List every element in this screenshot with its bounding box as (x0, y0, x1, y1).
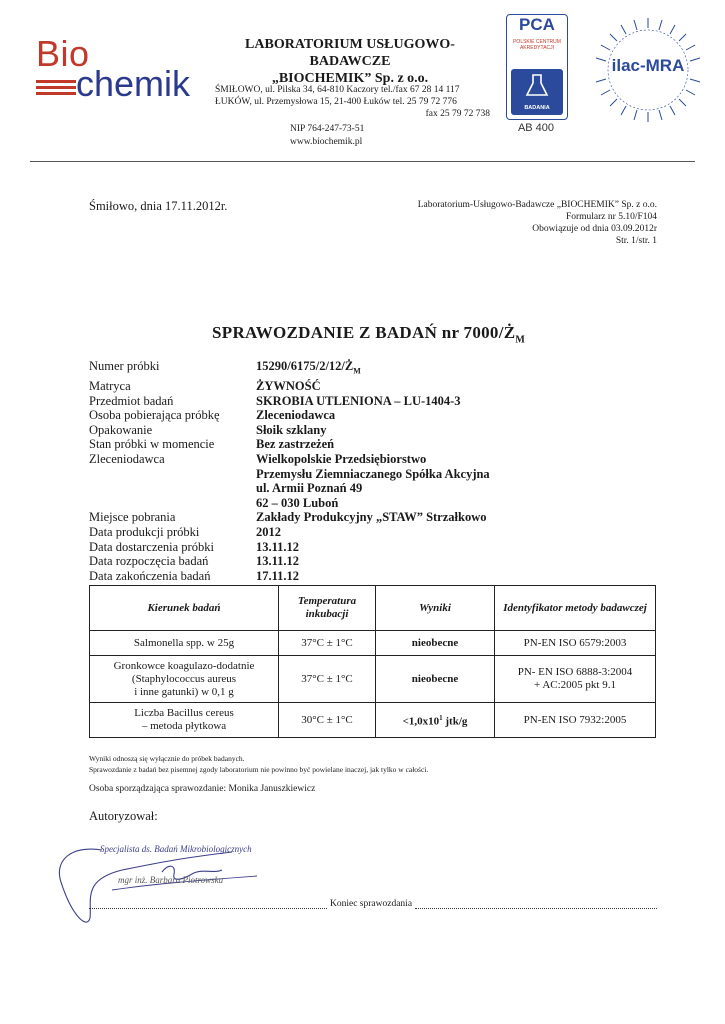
note-copy-restriction: Sprawozdanie z badań bez pisemnej zgody laboratorium nie powinno być powielane inaczej, jak tylko w całości. (89, 765, 429, 774)
prepared-by: Osoba sporządzająca sprawozdanie: Monika Januszkiewicz (89, 784, 316, 794)
results-row (90, 631, 656, 656)
info-row (89, 437, 689, 452)
form-info-lab: Laboratorium-Usługowo-Badawcze „BIOCHEMIK” Sp. z o.o. (417, 200, 657, 210)
cell-direction (90, 703, 279, 738)
note-results-scope: Wyniki odnoszą się wyłącznie do próbek badanych. (89, 754, 245, 763)
info-value (256, 569, 299, 584)
cell-direction-line: – metoda płytkowa (141, 720, 227, 732)
result-exponent: 1 (439, 713, 443, 722)
info-value (256, 359, 361, 379)
info-value (256, 554, 299, 569)
info-label: Numer próbki (89, 359, 160, 373)
cell-direction-line: Gronkowce koagulazo-dodatnie (113, 659, 255, 672)
info-row (89, 423, 689, 438)
lab-name-line1: LABORATORIUM USŁUGOWO-BADAWCZE (245, 37, 455, 69)
cell-result (376, 656, 495, 703)
info-value (256, 394, 461, 409)
result-value: nieobecne (411, 636, 459, 649)
info-value-text: ul. Armii Poznań 49 (256, 481, 363, 496)
stamp-position: Specjalista ds. Badań Mikrobiologicznych (100, 844, 252, 854)
info-row (89, 481, 689, 496)
info-row (89, 408, 689, 423)
lab-nip (290, 123, 410, 149)
info-row (89, 540, 689, 555)
info-label: Zleceniodawca (89, 452, 165, 467)
info-label: Data produkcji próbki (89, 525, 200, 540)
info-row (89, 496, 689, 511)
info-value (256, 452, 426, 467)
signature-line-right (415, 907, 657, 909)
info-label: Data dostarczenia próbki (89, 539, 214, 554)
info-value-text: SKROBIA UTLENIONA – LU-1404-3 (256, 393, 461, 408)
info-value-text: 15290/6175/2/12/Ż (256, 359, 354, 373)
address-lukow: ŁUKÓW, ul. Przemysłowa 15, 21-400 Łuków tel. 25 79 72 776 (215, 97, 457, 107)
results-table (89, 585, 656, 738)
info-value (256, 467, 490, 482)
pca-org-name (507, 33, 567, 51)
col-method: Identyfikator metody badawczej (495, 586, 656, 631)
info-label: Osoba pobierająca próbkę (89, 408, 220, 423)
place-date: Śmiłowo, dnia 17.11.2012r. (89, 199, 228, 213)
results-header-row (90, 586, 656, 631)
pca-badge-label: BADANIA (524, 105, 550, 111)
info-value (256, 437, 334, 452)
info-row (89, 379, 689, 394)
info-value (256, 423, 327, 438)
info-value-text: 13.11.12 (256, 554, 300, 569)
info-value (256, 525, 281, 540)
address-fax: fax 25 79 72 738 (425, 109, 490, 119)
col-temperature (279, 586, 376, 631)
form-info-number: Formularz nr 5.10/F104 (565, 212, 657, 222)
cell-direction (90, 656, 279, 703)
info-value-text: 13.11.12 (256, 539, 300, 554)
info-value-text: 17.11.12 (256, 568, 300, 583)
report-title (212, 323, 525, 345)
result-value: <1,0x10 (402, 715, 440, 728)
info-row (89, 554, 689, 569)
col-direction: Kierunek badań (90, 586, 279, 631)
pca-code: AB 400 (517, 122, 555, 134)
report-title-main: SPRAWOZDANIE Z BADAŃ nr 7000/Ż (212, 323, 516, 342)
info-value-text: Przemysłu Ziemniaczanego Spółka Akcyjna (256, 466, 490, 481)
sample-info (89, 359, 689, 583)
info-row (89, 394, 689, 409)
info-label: Przedmiot badań (89, 393, 174, 408)
info-row (89, 569, 689, 584)
logo-bio-text: Bio (36, 33, 90, 74)
pca-org-line2: AKREDYTACJI (519, 45, 555, 51)
cell-result (376, 631, 495, 656)
report-title-sub: M (515, 334, 526, 346)
info-value-text: Słoik szklany (256, 422, 327, 437)
pca-org-line1: POLSKIE CENTRUM (513, 39, 561, 45)
cell-direction-line: i inne gatunki) w 0,1 g (134, 685, 234, 698)
info-label: Opakowanie (89, 422, 153, 437)
info-value (256, 540, 299, 555)
info-row (89, 525, 689, 540)
cell-direction (90, 631, 279, 656)
cell-method (495, 631, 656, 656)
pca-badge (511, 69, 563, 115)
authorization-stamp (100, 838, 300, 898)
info-value-sub: M (353, 366, 361, 376)
info-row (89, 467, 689, 482)
website-link[interactable]: www.biochemik.pl (290, 137, 363, 147)
info-value (256, 510, 486, 525)
logo-lines (36, 80, 76, 100)
result-unit: jtk/g (442, 715, 468, 728)
lab-name-line2: „BIOCHEMIK” Sp. z o.o. (271, 71, 429, 86)
info-value (256, 408, 335, 423)
info-value (256, 496, 338, 511)
result-value: nieobecne (411, 672, 459, 685)
cell-result (376, 703, 495, 738)
info-value-text: 62 – 030 Luboń (256, 495, 339, 510)
form-info-valid-from: Obowiązuje od dnia 03.09.2012r (532, 224, 657, 234)
cell-direction-line: (Staphylococcus aureus (131, 672, 237, 685)
flask-icon (511, 69, 563, 103)
info-label (89, 496, 256, 511)
cell-method-line: PN- EN ISO 6888-3:2004 (517, 666, 633, 678)
nip-number: NIP 764-247-73-51 (290, 124, 365, 134)
authorized-label: Autoryzował: (89, 809, 158, 823)
info-value (256, 379, 321, 394)
signature-line-left (89, 907, 327, 909)
cell-method-line: PN-EN ISO 6579:2003 (523, 636, 627, 649)
pca-logo-text: PCA (519, 15, 555, 34)
info-value-text: 2012 (256, 525, 281, 540)
info-label (89, 481, 256, 496)
cell-direction-line: Salmonella spp. w 25g (133, 636, 235, 649)
cell-method-line: PN-EN ISO 7932:2005 (523, 713, 627, 726)
cell-temperature: 37°C ± 1°C (279, 656, 376, 703)
lab-name (205, 36, 495, 87)
info-value-text: ŻYWNOŚĆ (256, 379, 321, 394)
cell-direction-line: Liczba Bacillus cereus (134, 707, 234, 719)
info-label: Miejsce pobrania (89, 510, 176, 525)
address-smilowo: ŚMIŁOWO, ul. Pilska 34, 64-810 Kaczory tel./fax 67 28 14 117 (215, 85, 460, 95)
cell-method (495, 656, 656, 703)
info-row (89, 510, 689, 525)
info-value-text: Wielkopolskie Przedsiębiorstwo (256, 452, 427, 467)
cell-method-line: + AC:2005 pkt 9.1 (534, 679, 616, 691)
info-row (89, 452, 689, 467)
header-divider (30, 161, 695, 162)
col-temperature-label: Temperatura inkubacji (297, 595, 357, 620)
info-label: Stan próbki w momencie (89, 437, 215, 452)
info-row (89, 359, 689, 379)
stamp-name: mgr inż. Barbara Piotrowska (118, 875, 224, 885)
info-value-text: Zleceniodawca (256, 408, 336, 423)
report-notes (89, 753, 428, 775)
ilac-mra-text: ilac-MRA (611, 56, 685, 75)
logo-chemik-text: chemik (76, 63, 191, 104)
results-row (90, 703, 656, 738)
info-label: Data zakończenia badań (89, 568, 211, 583)
form-info (380, 199, 657, 247)
info-label (89, 467, 256, 482)
end-of-report-label: Koniec sprawozdania (330, 899, 413, 909)
lab-address (215, 84, 490, 120)
results-row (90, 656, 656, 703)
info-value-text: Zakłady Produkcyjny „STAW” Strzałkowo (256, 510, 487, 525)
info-label: Data rozpoczęcia badań (89, 554, 209, 569)
info-value-text: Bez zastrzeżeń (256, 437, 335, 452)
cell-temperature: 30°C ± 1°C (279, 703, 376, 738)
pca-accreditation-logo (506, 14, 568, 120)
cell-temperature: 37°C ± 1°C (279, 631, 376, 656)
col-results: Wyniki (376, 586, 495, 631)
info-label: Matryca (89, 379, 131, 394)
cell-method (495, 703, 656, 738)
form-info-page: Str. 1/str. 1 (615, 236, 657, 246)
info-value (256, 481, 362, 496)
